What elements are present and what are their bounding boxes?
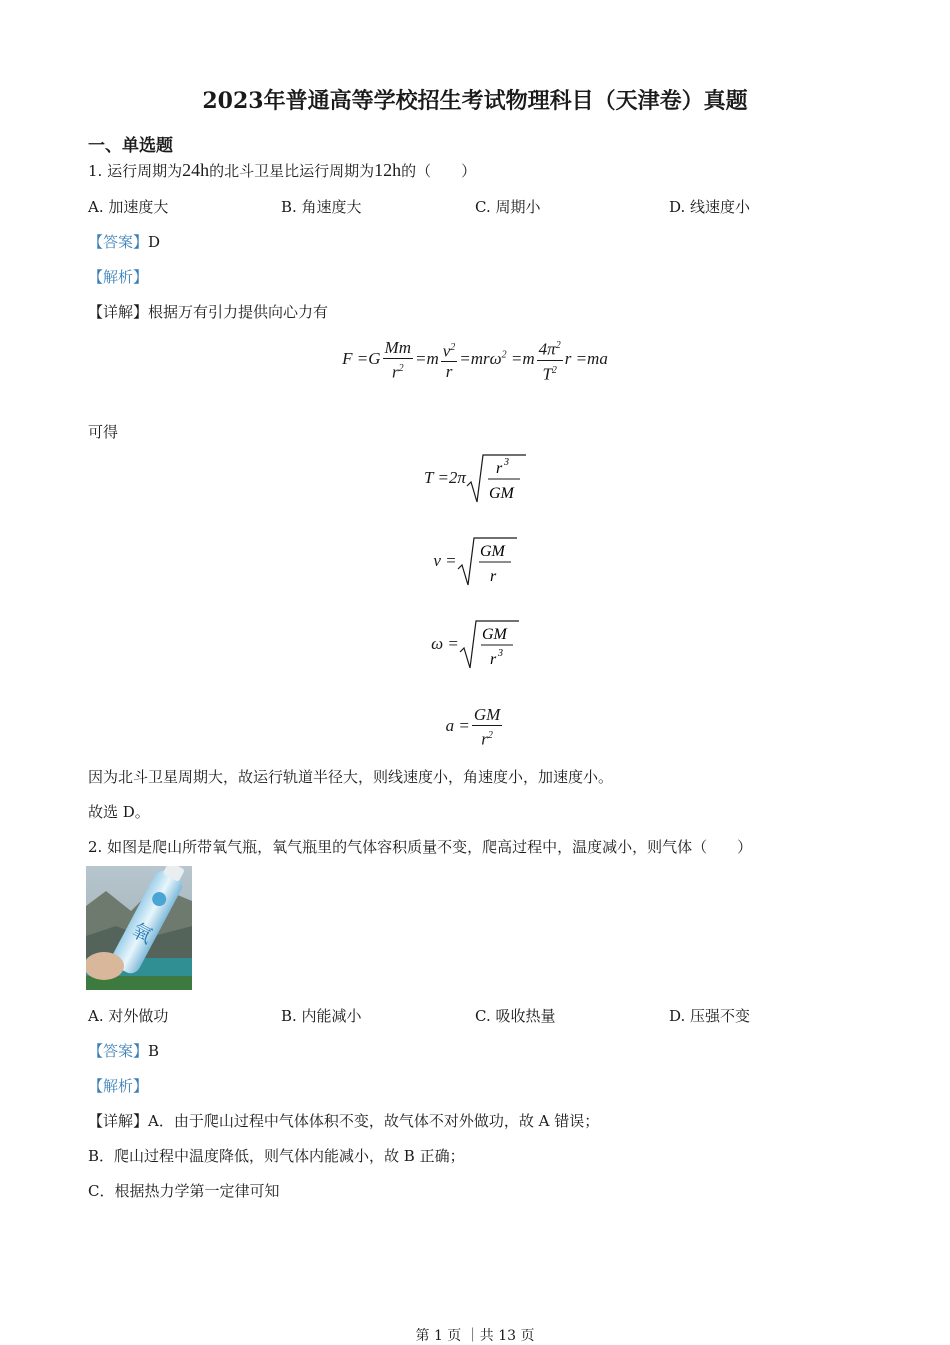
q1-conclusion: 因为北斗卫星周期大，故运行轨道半径大，则线速度小，角速度小，加速度小。 [88, 768, 614, 786]
answer-tag: 【答案】 [88, 1042, 149, 1060]
q1-option-a: A. 加速度大 [88, 198, 169, 216]
q1-option-b: B. 角速度大 [281, 198, 362, 216]
equation-omega: ω = GM r 3 [0, 618, 950, 672]
svg-text:氧: 氧 [127, 917, 157, 949]
equation-gravitation: F =G $\frac{Mm}{r^2}$ =m $\frac{v^2}{r}$ =mrω$^2$ =m $\frac{4\pi^2}{T^2}$ r =ma [342, 337, 608, 384]
q2-analysis-tag: 【解析】 [88, 1077, 149, 1095]
svg-text:r: r [495, 460, 503, 477]
q2-line-c: C．根据热力学第一定律可知 [88, 1182, 280, 1200]
detail-tag: 【详解】 [88, 303, 149, 321]
q2-line-b: B．爬山过程中温度降低，则气体内能减小，故 B 正确； [88, 1147, 465, 1165]
svg-text:GM: GM [488, 485, 514, 502]
q1-period-24h: 24h [182, 160, 210, 180]
page-title: 2023年普通高等学校招生考试物理科目（天津卷）真题 [202, 88, 748, 114]
equation-velocity: v = GM r [0, 535, 950, 589]
oxygen-bottle-photo [86, 866, 192, 990]
answer-value: B [148, 1042, 160, 1060]
q1-option-d: D. 线速度小 [669, 198, 751, 216]
q2-answer [88, 1040, 159, 1061]
question-1-stem [88, 160, 476, 181]
svg-text:r: r [489, 651, 497, 668]
svg-text:GM: GM [481, 626, 507, 643]
q1-analysis-tag: 【解析】 [88, 268, 149, 286]
svg-text:3: 3 [497, 648, 503, 659]
q1-choose: 故选 D。 [88, 803, 150, 821]
sqrt-sign-icon [459, 618, 519, 672]
q1-answer [88, 231, 160, 252]
detail-text: A．由于爬山过程中气体体积不变，故气体不对外做功，故 A 错误； [148, 1112, 600, 1130]
q2-option-a: A. 对外做功 [88, 1007, 169, 1025]
q1-detail [88, 301, 328, 322]
q2-option-b: B. 内能减小 [281, 1007, 362, 1025]
q2-detail [88, 1110, 599, 1131]
equation-period: T =2π r 3 GM [0, 452, 950, 506]
answer-tag: 【答案】 [88, 233, 149, 251]
q1-option-c: C. 周期小 [475, 198, 541, 216]
page-footer: 第 1 页 ｜共 13 页 [415, 1328, 535, 1344]
q1-stem-part: 1. 运行周期为 [88, 162, 183, 180]
section-heading: 一、单选题 [88, 136, 173, 156]
sqrt-sign-icon [457, 535, 517, 589]
q2-option-d: D. 压强不变 [669, 1007, 751, 1025]
q1-stem-part: 的北斗卫星比运行周期为 [209, 162, 375, 180]
svg-text:3: 3 [503, 457, 509, 468]
svg-text:r: r [489, 568, 496, 585]
q2-option-c: C. 吸收热量 [475, 1007, 556, 1025]
q1-period-12h: 12h [374, 160, 402, 180]
sqrt-sign-icon [466, 452, 526, 506]
q1-stem-part: 的（ ） [401, 162, 477, 180]
answer-value: D [148, 233, 161, 251]
question-2-stem: 2. 如图是爬山所带氧气瓶，氧气瓶里的气体容积质量不变，爬高过程中，温度减小，则气体（ ） [88, 838, 753, 856]
equation-acceleration: a = $\frac{GM}{r^2}$ [445, 705, 501, 749]
detail-tag: 【详解】 [88, 1112, 149, 1130]
q1-kede: 可得 [88, 423, 119, 441]
svg-text:GM: GM [479, 543, 505, 560]
detail-text: 根据万有引力提供向心力有 [148, 303, 329, 321]
